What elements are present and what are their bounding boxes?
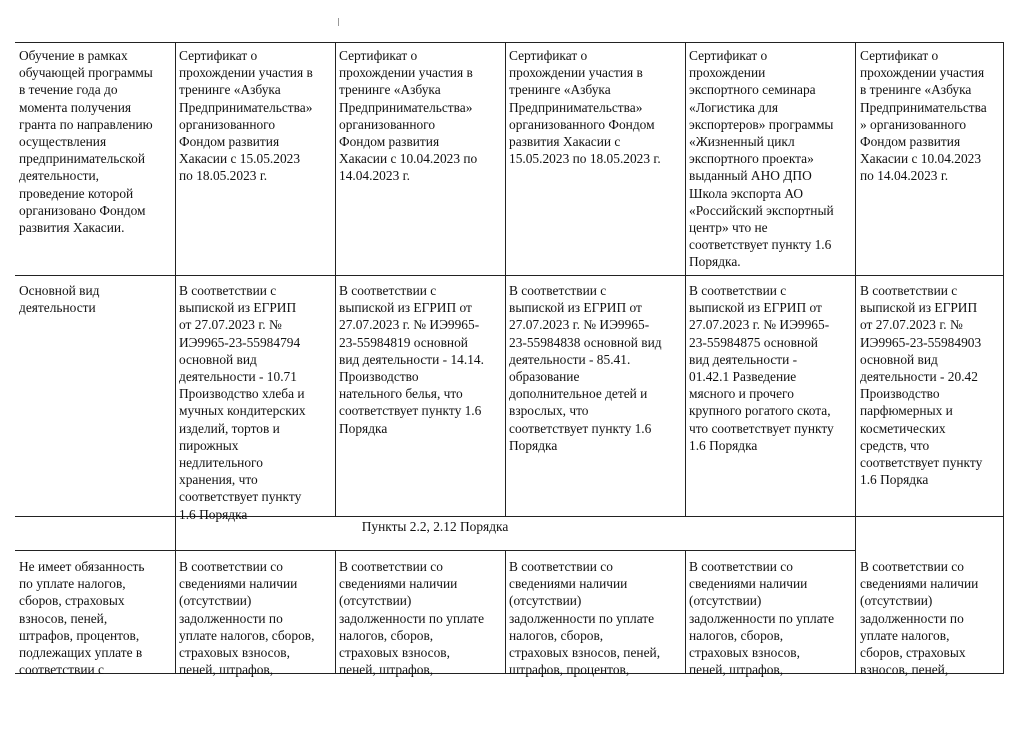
- table-cell-applicant-3: В соответствии со сведениями наличии (отсутствии) задолженности по уплате налогов, сборов, страховых взносов, пеней, штрафов, процентов,: [509, 559, 661, 678]
- table-column-divider: [685, 42, 686, 516]
- table-cell-applicant-5: В соответствии со сведениями наличии (отсутствии) задолженности по уплате налогов, сборов, страховых взносов, пеней,: [860, 559, 979, 678]
- table-cell-criterion: Основной вид деятельности: [19, 283, 100, 316]
- table-cell-criterion: Обучение в рамках обучающей программы в течение года до момента получения гранта по направлению осуществления предпринимательской деятельности, проведение которой организовано Фондом развития Хакасии.: [19, 48, 153, 236]
- table-column-divider: [335, 550, 336, 674]
- table-cell-applicant-1: Сертификат о прохождении участия в тренинге «Азбука Предпринимательства» организованного Фондом развития Хакасии с 15.05.2023 по 18.05.2023 г.: [179, 48, 313, 184]
- table-cell-applicant-4: В соответствии с выпиской из ЕГРИП от 27.07.2023 г. № ИЭ9965- 23-55984875 основной вид деятельности - 01.42.1 Разведение мясного и прочего крупного рогатого скота, что соответствует пункту 1.6 Порядка: [689, 283, 834, 453]
- table-cell-applicant-4: В соответствии со сведениями наличии (отсутствии) задолженности по уплате налогов, сборов, страховых взносов, пеней, штрафов,: [689, 559, 835, 678]
- table-column-divider: [175, 42, 176, 674]
- table-column-divider: [505, 42, 506, 516]
- table-column-divider: [335, 42, 336, 516]
- section-heading: Пункты 2.2, 2.12 Порядка: [361, 519, 509, 534]
- table-cell-applicant-2: В соответствии с выпиской из ЕГРИП от 27.07.2023 г. № ИЭ9965- 23-55984819 основной вид деятельности - 14.14. Производство нательного белья, что соответствует пункту 1.6 Порядка: [339, 283, 484, 436]
- table-cell-applicant-4: Сертификат о прохождении экспортного семинара «Логистика для экспортеров» программы «Жизненный цикл экспортного проекта» выданный АНО ДПО Школа экспорта АО «Российский экспортный центр» что не соответствует пункту 1.6 Порядка.: [689, 48, 834, 270]
- table-cell-applicant-5: Сертификат о прохождении участия в тренинге «Азбука Предпринимательства » организованного Фондом развития Хакасии с 10.04.2023 по 14.04.2023 г.: [860, 48, 987, 184]
- table-top-border: [15, 42, 1004, 43]
- scan-mark: [338, 18, 339, 26]
- table-cell-applicant-2: Сертификат о прохождении участия в тренинге «Азбука Предпринимательства» организованного Фондом развития Хакасии с 10.04.2023 по 14.04.2023 г.: [339, 48, 478, 184]
- table-column-divider: [855, 42, 856, 674]
- table-cell-applicant-2: В соответствии со сведениями наличии (отсутствии) задолженности по уплате налогов, сборов, страховых взносов, пеней, штрафов,: [339, 559, 485, 678]
- table-column-divider: [505, 550, 506, 674]
- table-right-border: [1003, 42, 1004, 674]
- table-cell-applicant-3: Сертификат о прохождении участия в тренинге «Азбука Предпринимательства» организованного Фондом развития Хакасии с 15.05.2023 по 18.05.2023 г.: [509, 48, 661, 167]
- table-row-divider: [15, 516, 1004, 517]
- criteria-table: [15, 42, 1004, 678]
- table-row-divider: [15, 550, 855, 551]
- table-cell-criterion: Не имеет обязанность по уплате налогов, сборов, страховых взносов, пеней, штрафов, процентов, подлежащих уплате в соответствии с: [19, 559, 145, 678]
- table-cell-applicant-1: В соответствии со сведениями наличии (отсутствии) задолженности по уплате налогов, сборов, страховых взносов, пеней, штрафов,: [179, 559, 315, 678]
- table-cell-applicant-1: В соответствии с выпиской из ЕГРИП от 27.07.2023 г. № ИЭ9965-23-55984794 основной вид деятельности - 10.71 Производство хлеба и мучных кондитерских изделий, тортов и пирожных недлительного хранения, что соответствует пункту 1.6 Порядка: [179, 283, 306, 522]
- table-cell-applicant-3: В соответствии с выпиской из ЕГРИП от 27.07.2023 г. № ИЭ9965- 23-55984838 основной вид деятельности - 85.41. образование дополнительное детей и взрослых, что соответствует пункту 1.6 Порядка: [509, 283, 662, 453]
- table-cell-applicant-5: В соответствии с выпиской из ЕГРИП от 27.07.2023 г. № ИЭ9965-23-55984903 основной вид деятельности - 20.42 Производство парфюмерных и косметических средств, что соответствует пункту 1.6 Порядка: [860, 283, 983, 488]
- table-row-divider: [15, 275, 1004, 276]
- table-column-divider: [685, 550, 686, 674]
